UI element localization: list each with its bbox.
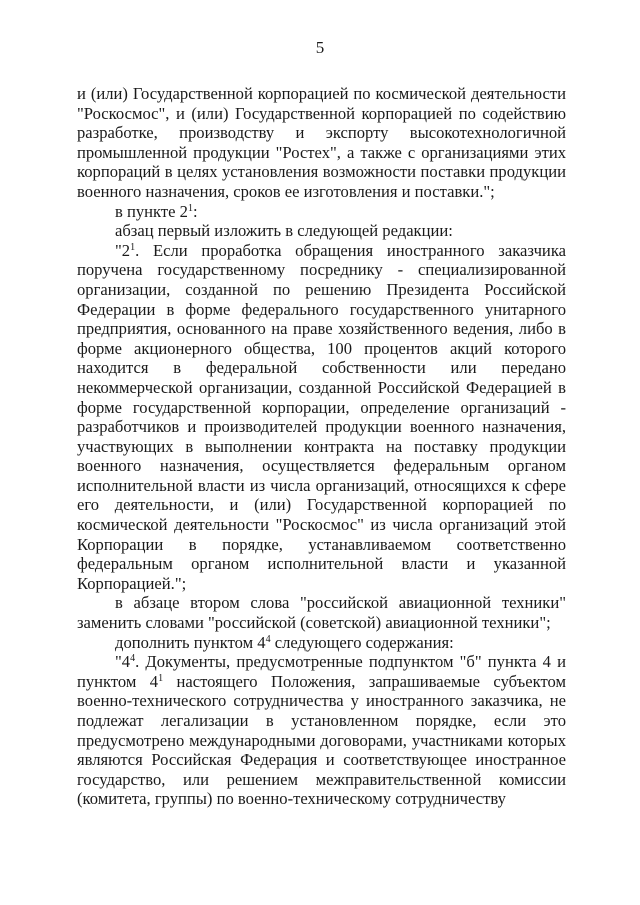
paragraph-new-text-2-1: "$2^1$. Если проработка обращения иностранного заказчика поручена государственному посреднику - специализированной организации, созданной по решению Президента Российской Федерации в форме федерального государственного унитарного предприятия, основанного на праве хозяйственного ведения, либо в форме акционерного общества, 100 процентов акций которого находится в федеральной собственности или передано некоммерческой организации, созданной Российской Федерацией в форме государственной корпорации, определение организаций - разработчиков и производителей продукции военного назначения, участвующих в выполнении контракта на поставку продукции военного назначения, осуществляется федеральным органом исполнительной власти из числа организаций, относящихся к сфере его деятельности, и (или) Государственной корпорацией по космической деятельности "Роскосмос" из числа организаций этой Корпорации в порядке, устанавливаемом соответственно федеральным органом исполнительной власти и указанной Корпорацией."; [77, 240, 566, 593]
document-body [77, 84, 566, 809]
paragraph-first-abzac: абзац первый изложить в следующей редакции: [115, 221, 453, 241]
paragraph-add-point-4-4: дополнить пунктом $4^4$ следующего содержания: [115, 632, 454, 652]
paragraph-new-text-4-4: "$4^4$. Документы, предусмотренные подпунктом "б" пункта 4 и пунктом $4^1$ настоящего Положения, запрашиваемые субъектом военно-технического сотрудничества у иностранного заказчика, не подлежат легализации в установленном порядке, если это предусмотрено международными договорами, участниками которых являются Российская Федерация и соответствующее иностранное государство, или решением межправительственной комиссии (комитета, группы) по военно-техническому сотрудничеству [77, 652, 566, 809]
paragraph-second-abzac: в абзаце втором слова "российской авиационной техники" заменить словами "российской (советской) авиационной техники"; [77, 593, 566, 633]
page-number: 5 [315, 38, 325, 57]
paragraph-point-2-1: в пункте $2^1$: [115, 201, 198, 221]
paragraph-continuation: и (или) Государственной корпорацией по космической деятельности "Роскосмос", и (или) Государственной корпорацией по содействию разработке, производству и экспорту высокотехнологичной промышленной продукции "Ростех", а также с организациями этих корпораций в целях установления возможности поставки продукции военного назначения, сроков ее изготовления и поставки."; [77, 84, 566, 201]
